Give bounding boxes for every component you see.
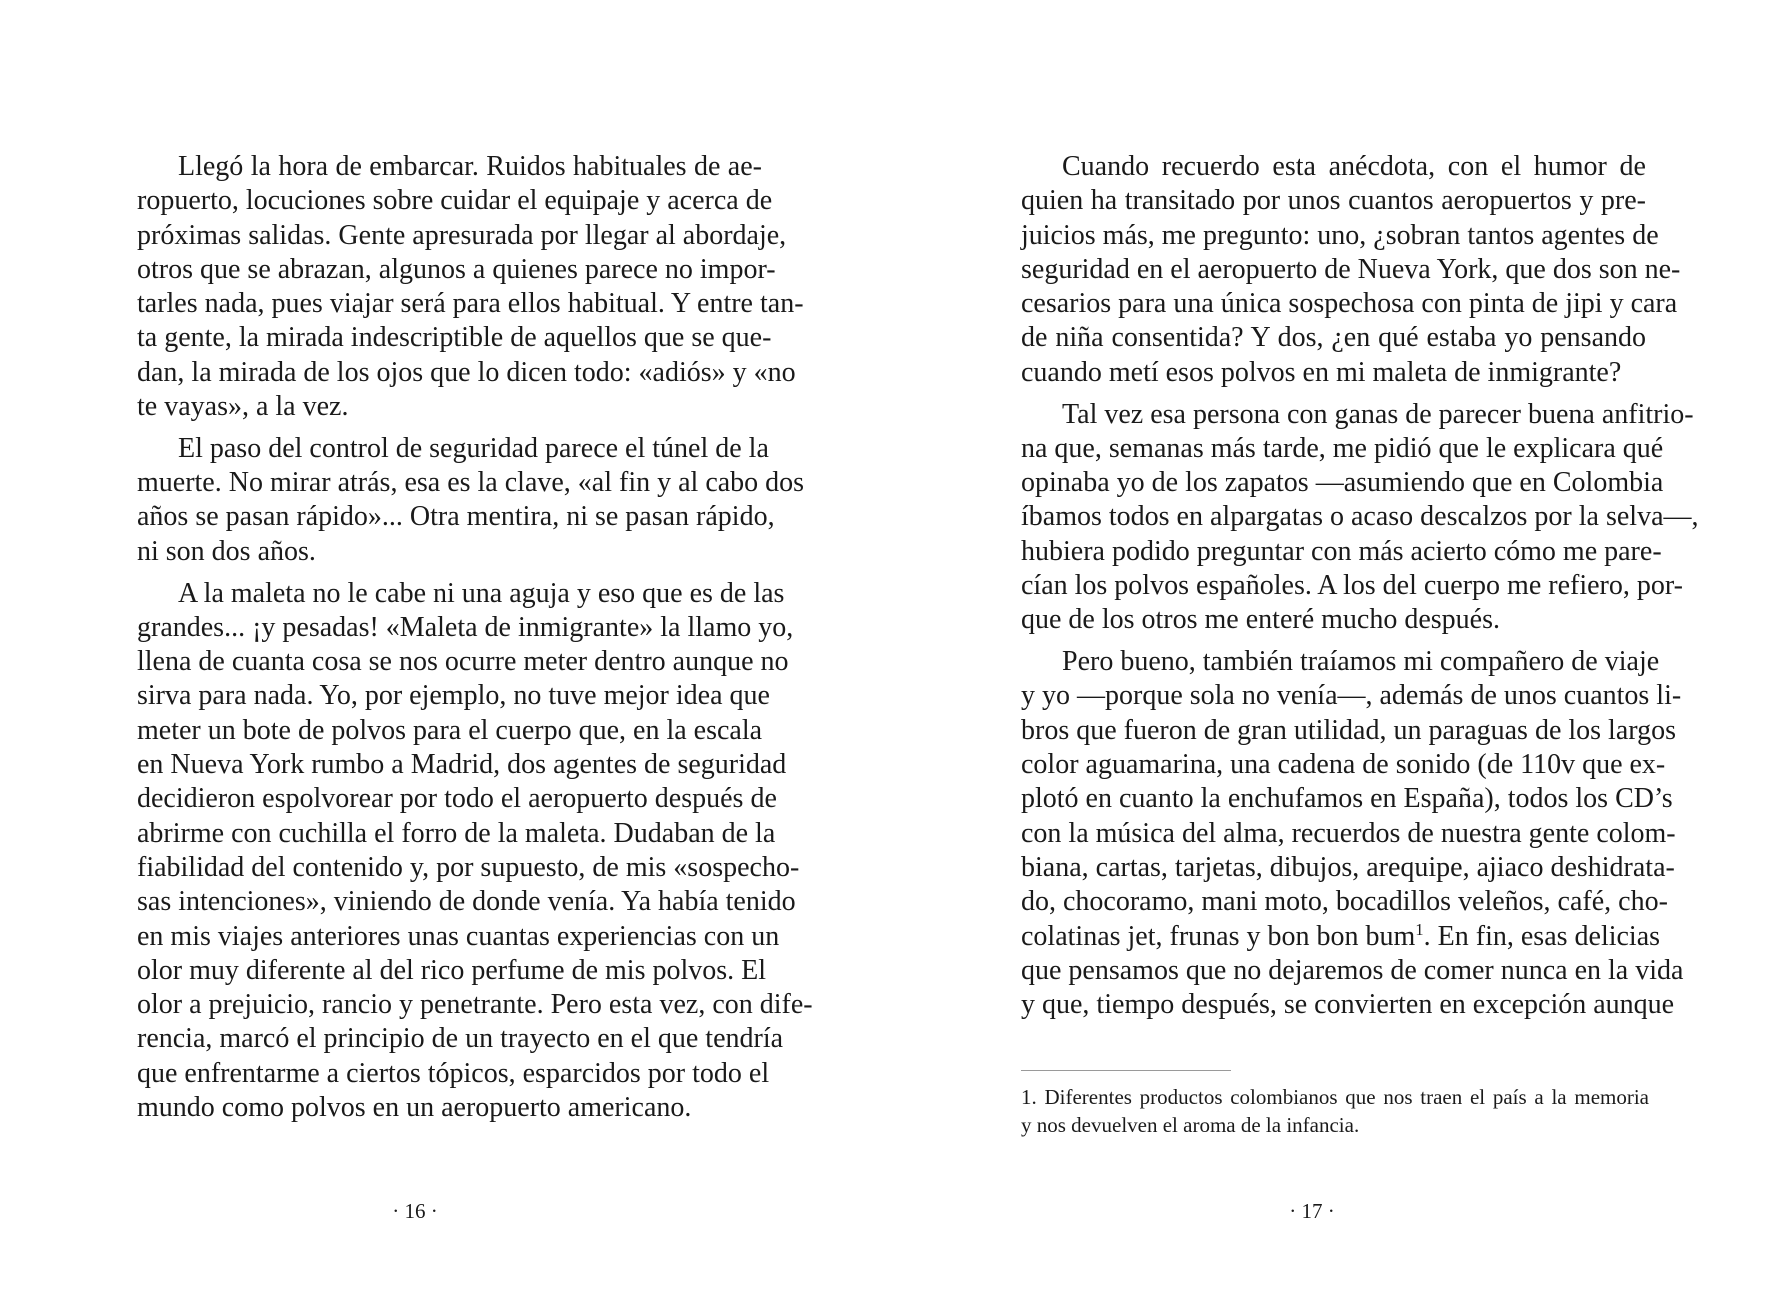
page-number: · 16 · xyxy=(392,1199,438,1223)
text-line: grandes... ¡y pesadas! «Maleta de inmigrante» la llamo yo, xyxy=(137,611,794,643)
text-line: que de los otros me enteré mucho después. xyxy=(1021,604,1500,636)
paragraph xyxy=(1021,645,1684,1022)
text-line: sirva para nada. Yo, por ejemplo, no tuve mejor idea que xyxy=(137,680,770,712)
text-line: do, chocoramo, mani moto, bocadillos veleños, café, cho- xyxy=(1021,886,1668,918)
text-line: hubiera podido preguntar con más acierto cómo me pare- xyxy=(1021,535,1662,567)
text-line: con la música del alma, recuerdos de nuestra gente colom- xyxy=(1021,817,1676,849)
page-number: · 17 · xyxy=(1289,1199,1335,1223)
text-line-end: . En fin, esas delicias xyxy=(1423,920,1661,952)
text-line: llena de cuanta cosa se nos ocurre meter dentro aunque no xyxy=(137,646,789,678)
text-line: biana, cartas, tarjetas, dibujos, arequipe, ajiaco deshidrata- xyxy=(1021,851,1675,883)
paragraph xyxy=(137,577,813,1126)
text-line: otros que se abrazan, algunos a quienes parece no impor- xyxy=(137,253,776,285)
footnote xyxy=(1021,1083,1649,1139)
text-line: seguridad en el aeropuerto de Nueva York, que dos son ne- xyxy=(1021,253,1681,285)
text-line: El paso del control de seguridad parece el túnel de la xyxy=(178,432,769,464)
text-line: años se pasan rápido»... Otra mentira, ni se pasan rápido, xyxy=(137,501,775,533)
text-line-with-footnote-ref xyxy=(1021,919,1661,954)
text-line: plotó en cuanto la enchufamos en España), todos los CD’s xyxy=(1021,783,1673,815)
text-line: tarles nada, pues viajar será para ellos habitual. Y entre tan- xyxy=(137,288,804,320)
text-line: íbamos todos en alpargatas o acaso descalzos por la selva—, xyxy=(1021,501,1699,533)
text-line: bros que fueron de gran utilidad, un paraguas de los largos xyxy=(1021,714,1676,746)
text-line: ta gente, la mirada indescriptible de aquellos que se que- xyxy=(137,322,772,354)
text-line: en mis viajes anteriores unas cuantas experiencias con un xyxy=(137,920,780,952)
paragraph xyxy=(137,432,805,569)
text-line: muerte. No mirar atrás, esa es la clave, «al fin y al cabo dos xyxy=(137,467,805,499)
right-page xyxy=(886,0,1772,1299)
left-page-body xyxy=(137,150,813,1133)
text-line: Tal vez esa persona con ganas de parecer buena anfitrio- xyxy=(1062,398,1694,430)
text-line: mundo como polvos en un aeropuerto americano. xyxy=(137,1092,692,1124)
right-page-body xyxy=(1021,150,1699,1030)
text-line: próximas salidas. Gente apresurada por llegar al abordaje, xyxy=(137,219,787,251)
text-line: decidieron espolvorear por todo el aeropuerto después de xyxy=(137,783,777,815)
text-line: ropuerto, locuciones sobre cuidar el equipaje y acerca de xyxy=(137,185,773,217)
text-line: olor muy diferente al del rico perfume de mis polvos. El xyxy=(137,954,767,986)
footnote-divider xyxy=(1021,1070,1231,1071)
footnote-line: y nos devuelven el aroma de la infancia. xyxy=(1021,1113,1360,1137)
text-line: quien ha transitado por unos cuantos aeropuertos y pre- xyxy=(1021,185,1646,217)
paragraph xyxy=(1021,398,1699,638)
text-line: de niña consentida? Y dos, ¿en qué estaba yo pensando xyxy=(1021,322,1646,354)
text-line: ni son dos años. xyxy=(137,535,316,567)
text-line: na que, semanas más tarde, me pidió que le explicara qué xyxy=(1021,432,1664,464)
text-line: olor a prejuicio, rancio y penetrante. Pero esta vez, con dife- xyxy=(137,989,813,1021)
text-line: que enfrentarme a ciertos tópicos, esparcidos por todo el xyxy=(137,1057,770,1089)
text-line: sas intenciones», viniendo de donde venía. Ya había tenido xyxy=(137,886,796,918)
text-line: A la maleta no le cabe ni una aguja y eso que es de las xyxy=(178,577,785,609)
text-line: fiabilidad del contenido y, por supuesto, de mis «sospecho- xyxy=(137,851,800,883)
text-line: abrirme con cuchilla el forro de la maleta. Dudaban de la xyxy=(137,817,776,849)
footnote-reference[interactable]: 1 xyxy=(1415,919,1424,939)
paragraph xyxy=(137,150,804,424)
footnote-line: 1. Diferentes productos colombianos que nos traen el país a la memoria xyxy=(1021,1085,1649,1109)
paragraph xyxy=(1021,150,1681,390)
text-line: cían los polvos españoles. A los del cuerpo me refiero, por- xyxy=(1021,570,1683,602)
text-line: rencia, marcó el principio de un trayecto en el que tendría xyxy=(137,1023,784,1055)
text-line: y yo —porque sola no venía—, además de unos cuantos li- xyxy=(1021,680,1682,712)
text-line: color aguamarina, una cadena de sonido (de 110v que ex- xyxy=(1021,749,1666,781)
text-line: en Nueva York rumbo a Madrid, dos agentes de seguridad xyxy=(137,749,787,781)
text-line: cuando metí esos polvos en mi maleta de inmigrante? xyxy=(1021,356,1622,388)
text-line: y que, tiempo después, se convierten en excepción aunque xyxy=(1021,989,1675,1021)
text-line: que pensamos que no dejaremos de comer nunca en la vida xyxy=(1021,954,1684,986)
text-line: juicios más, me pregunto: uno, ¿sobran tantos agentes de xyxy=(1021,219,1659,251)
text-line-start: colatinas jet, frunas y bon bon bum xyxy=(1021,920,1416,952)
text-line: cesarios para una única sospechosa con pinta de jipi y cara xyxy=(1021,288,1678,320)
text-line: Llegó la hora de embarcar. Ruidos habituales de ae- xyxy=(178,151,762,182)
text-line: te vayas», a la vez. xyxy=(137,391,349,423)
text-line: meter un bote de polvos para el cuerpo que, en la escala xyxy=(137,714,763,746)
text-line: dan, la mirada de los ojos que lo dicen todo: «adiós» y «no xyxy=(137,356,796,388)
text-line: Pero bueno, también traíamos mi compañero de viaje xyxy=(1062,646,1660,678)
text-line: opinaba yo de los zapatos —asumiendo que en Colombia xyxy=(1021,467,1664,499)
text-line: Cuando recuerdo esta anécdota, con el humor de xyxy=(1062,151,1646,182)
